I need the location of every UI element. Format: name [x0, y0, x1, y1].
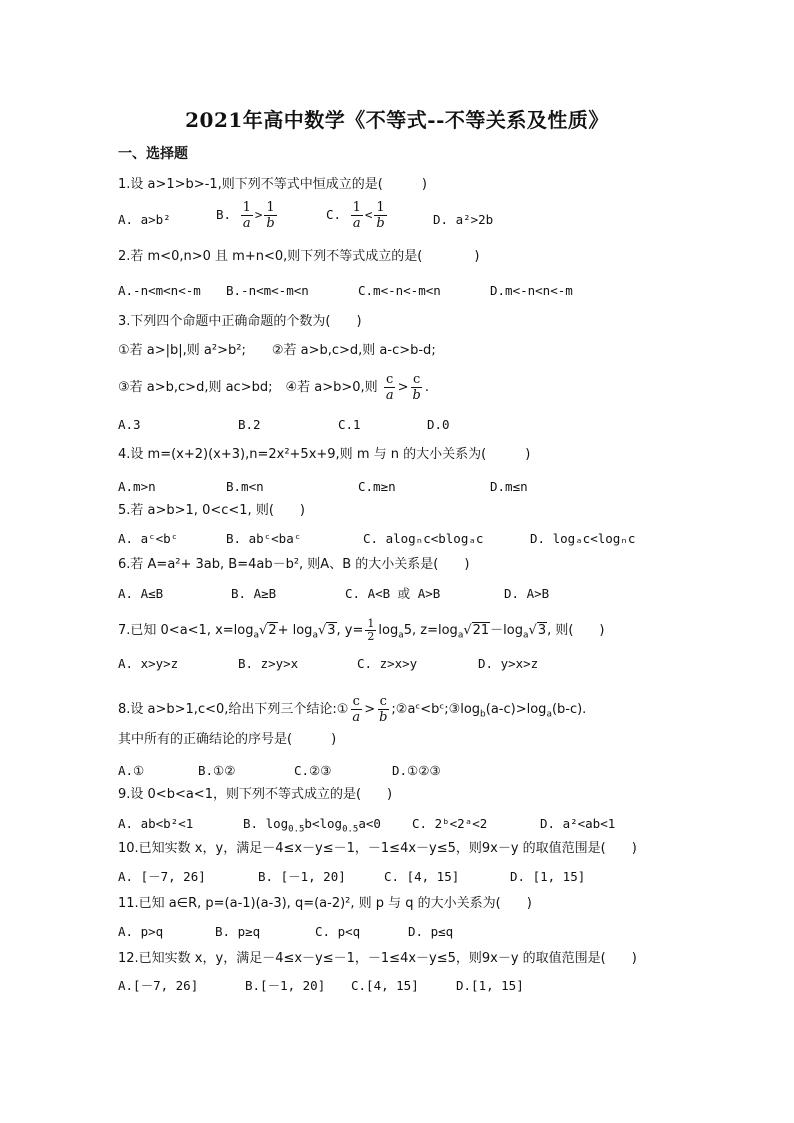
q2-stem: 2.若 m<0,n>0 且 m+n<0,则下列不等式成立的是( )	[118, 249, 480, 264]
q6-option-d: D. A>B	[504, 586, 550, 601]
q10-option-d: D. [1, 15]	[510, 869, 586, 884]
q3-option-b: B.2	[238, 417, 261, 432]
q1-option-c: C. $\frac{1}{a}$ < $\frac{1}{b}$	[326, 200, 385, 231]
section-heading: 一、选择题	[118, 146, 188, 162]
q5-option-a: A. aᶜ<bᶜ	[118, 531, 179, 546]
q8-option-d: D.①②③	[392, 763, 441, 778]
q9-stem: 9.设 0<b<a<1，则下列不等式成立的是( )	[118, 787, 393, 802]
q12-option-a: A.[－7, 26]	[118, 978, 199, 993]
q8-frac-1: $\frac{c}{a}$	[352, 694, 361, 725]
q1-c-frac-1: $\frac{1}{a}$	[352, 200, 361, 231]
q8-stem: 8.设 a>b>1,c<0,给出下列三个结论:① $\frac{c}{a}$ > $\frac{c}{b}$ $;②aᶜ<bᶜ;③\log_b(a-c)>\log_a(b-c)$.	[118, 694, 587, 725]
q1-b-frac-2: $\frac{1}{b}$	[266, 200, 275, 231]
q12-option-d: D.[1, 15]	[456, 978, 524, 993]
q11-option-c: C. p<q	[315, 924, 361, 939]
q4-option-a: A.m>n	[118, 479, 156, 494]
q4-option-d: D.m≤n	[490, 479, 528, 494]
q1-option-a: A. a>b²	[118, 212, 171, 227]
q2-option-b: B.-n<m<-m<n	[226, 283, 309, 298]
q10-stem: 10.已知实数 x，y，满足－4≤x－y≤－1，－1≤4x－y≤5，则9x－y 的取值范围是( )	[118, 841, 637, 856]
q3-frac-1: $\frac{c}{a}$	[385, 372, 394, 403]
q1-option-b-label: B.	[216, 207, 232, 222]
q7-stem: 7.已知 0<a<1, $x=\log_a√2+ \log_a√3$, y= $\frac{1}{2}$ $\log_a5$, $z=\log_a√21-\log_a√3$, 则( )	[118, 617, 605, 643]
q6-option-c: C. A<B 或 A>B	[345, 586, 441, 601]
q11-option-a: A. p>q	[118, 924, 164, 939]
q3-option-a: A.3	[118, 417, 141, 432]
q2-option-a: A.-n<m<n<-m	[118, 283, 201, 298]
document-title: 2021年高中数学《不等式--不等关系及性质》	[185, 108, 609, 132]
q2-option-c: C.m<-n<-m<n	[358, 283, 441, 298]
q3-option-d: D.0	[427, 417, 450, 432]
q6-stem: 6.若 A=a²+ 3ab, B=4ab－b², 则A、B 的大小关系是( )	[118, 557, 470, 572]
q11-option-d: D. p≤q	[408, 924, 454, 939]
q11-option-b: B. p≥q	[215, 924, 261, 939]
q6-option-b: B. A≥B	[231, 586, 277, 601]
q1-option-d: D. a²>2b	[433, 212, 494, 227]
q7-option-a: A. x>y>z	[118, 656, 179, 671]
q4-stem: 4.设 m=(x+2)(x+3),n=2x²+5x+9,则 m 与 n 的大小关系为( )	[118, 447, 531, 462]
q5-stem: 5.若 a>b>1, 0<c<1, 则( )	[118, 503, 305, 518]
q9-option-b: B. $\log_{0.5}b<\log_{0.5}a<0$	[243, 816, 381, 835]
q5-option-c: C. alogₙc<blogₐc	[363, 531, 484, 546]
q3-propositions-1-2: ①若 a>|b|,则 a²>b²; ②若 a>b,c>d,则 a-c>b-d;	[118, 343, 436, 358]
q7-option-c: C. z>x>y	[357, 656, 418, 671]
q7-half-frac: $\frac{1}{2}$	[367, 617, 375, 643]
q9-option-d: D. a²<ab<1	[540, 816, 616, 831]
q3-frac-2: $\frac{c}{b}$	[412, 372, 421, 403]
q1-c-frac-2: $\frac{1}{b}$	[376, 200, 385, 231]
q1-b-frac-1: $\frac{1}{a}$	[242, 200, 251, 231]
q3-option-c: C.1	[338, 417, 361, 432]
q1-option-c-label: C.	[326, 207, 342, 222]
q3-stem: 3.下列四个命题中正确命题的个数为( )	[118, 314, 362, 329]
q12-option-b: B.[－1, 20]	[245, 978, 326, 993]
q9-option-c: C. 2ᵇ<2ᵃ<2	[412, 816, 488, 831]
q12-option-c: C.[4, 15]	[351, 978, 419, 993]
q4-option-b: B.m<n	[226, 479, 264, 494]
q2-option-d: D.m<-n<n<-m	[490, 283, 573, 298]
q11-stem: 11.已知 a∈R, p=(a-1)(a-3), q=(a-2)², 则 p 与 q 的大小关系为( )	[118, 896, 532, 911]
q8-option-b: B.①②	[198, 763, 236, 778]
q6-option-a: A. A≤B	[118, 586, 164, 601]
q9-option-a: A. ab<b²<1	[118, 816, 194, 831]
q8-option-a: A.①	[118, 763, 145, 778]
q4-option-c: C.m≥n	[358, 479, 396, 494]
q10-option-a: A. [－7, 26]	[118, 869, 206, 884]
q8-frac-2: $\frac{c}{b}$	[379, 694, 388, 725]
q3-propositions-3-4: ③若 a>b,c>d,则 ac>bd; ④若 a>b>0,则 $\frac{c}{a}$ > $\frac{c}{b}$ .	[118, 372, 429, 403]
q5-option-d: D. logₐc<logₙc	[530, 531, 636, 546]
q10-option-b: B. [－1, 20]	[258, 869, 346, 884]
q5-option-b: B. abᶜ<baᶜ	[226, 531, 302, 546]
q10-option-c: C. [4, 15]	[384, 869, 460, 884]
q1-stem: 1.设 a>1>b>-1,则下列不等式中恒成立的是( )	[118, 177, 427, 192]
q7-option-b: B. z>y>x	[238, 656, 299, 671]
q12-stem: 12.已知实数 x，y，满足－4≤x－y≤－1，－1≤4x－y≤5，则9x－y 的取值范围是( )	[118, 951, 637, 966]
q8-option-c: C.②③	[294, 763, 332, 778]
q1-option-b: B. $\frac{1}{a}$ > $\frac{1}{b}$	[216, 200, 275, 231]
q8-stem-2: 其中所有的正确结论的序号是( )	[118, 732, 337, 747]
q7-option-d: D. y>x>z	[478, 656, 539, 671]
q3-p34-text: ③若 a>b,c>d,则 ac>bd; ④若 a>b>0,则	[118, 380, 378, 395]
